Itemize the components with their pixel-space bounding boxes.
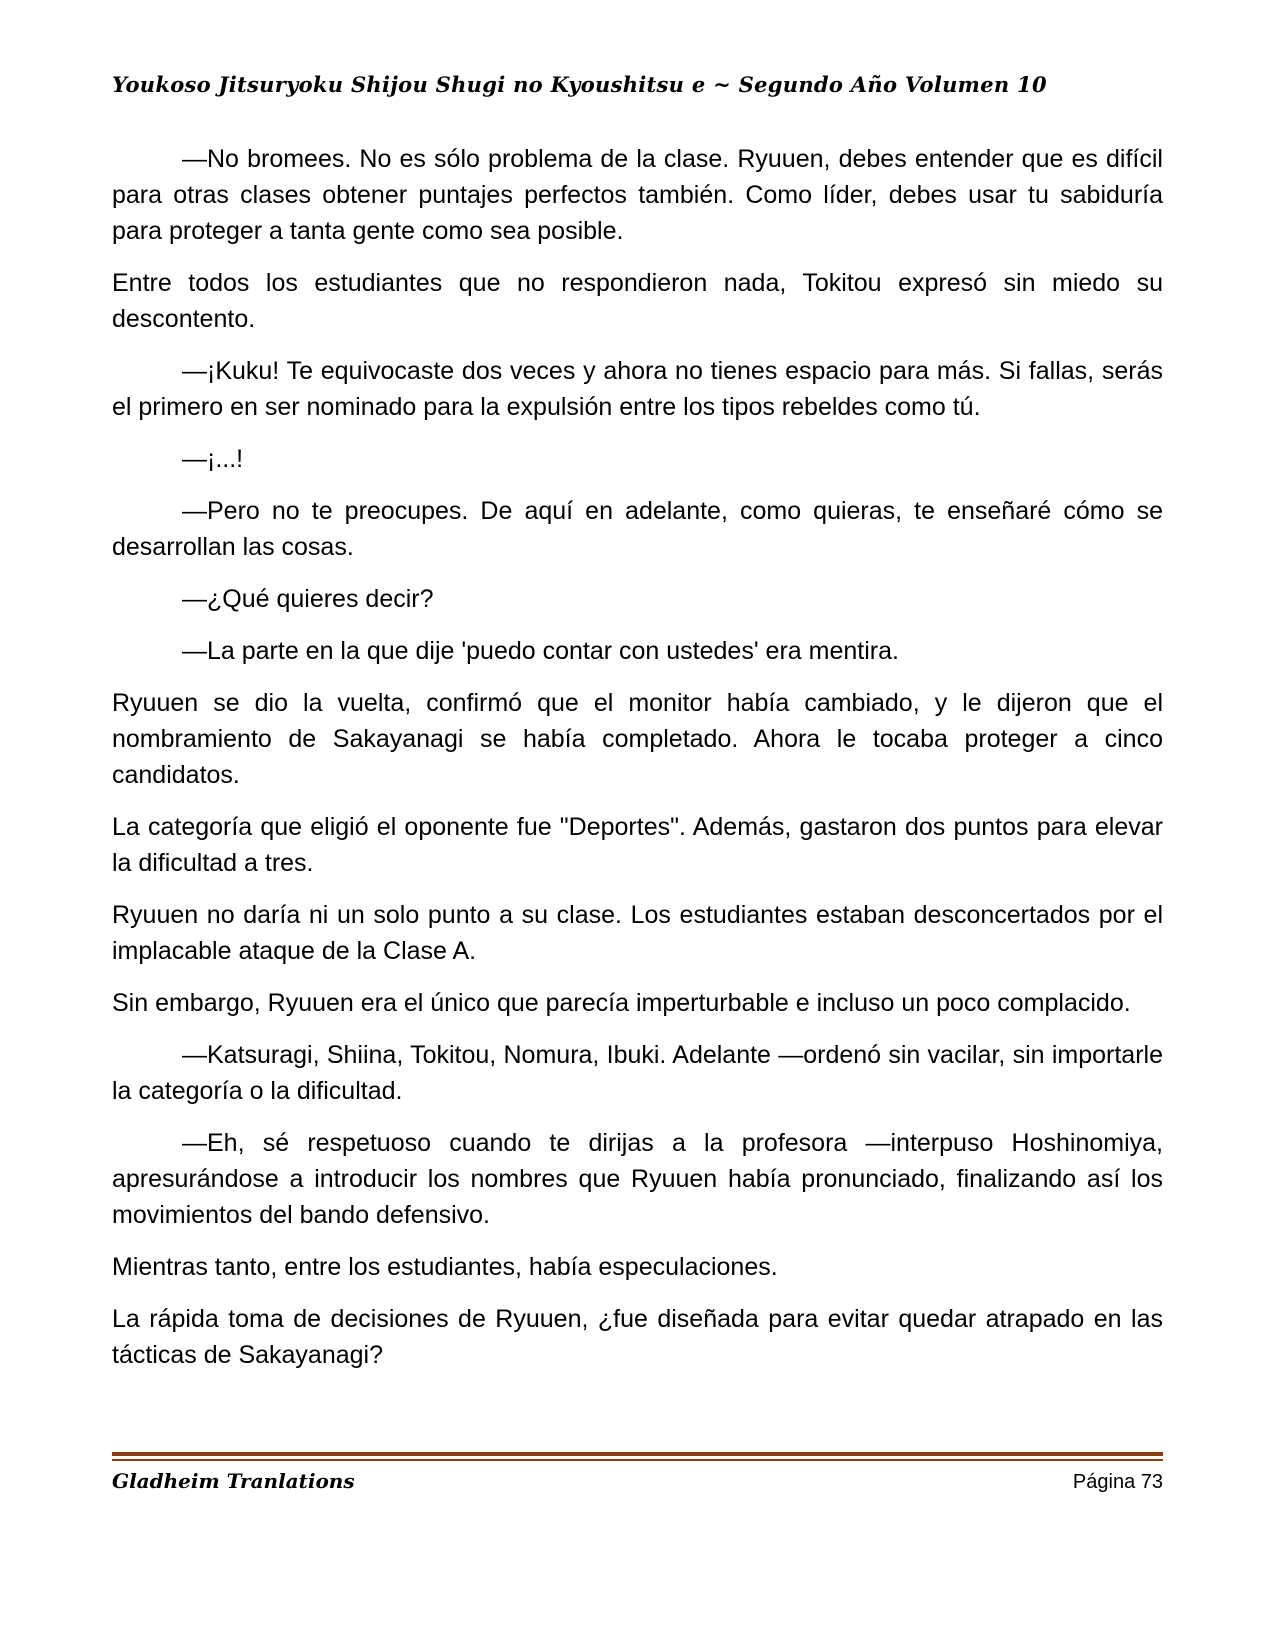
document-footer xyxy=(112,1452,1163,1494)
paragraph: Mientras tanto, entre los estudiantes, había especulaciones. xyxy=(112,1253,778,1281)
paragraph: La rápida toma de decisiones de Ryuuen, ¿fue diseñada para evitar quedar atrapado en las tácticas de Sakayanagi? xyxy=(112,1305,1163,1369)
paragraph: —La parte en la que dije 'puedo contar con ustedes' era mentira. xyxy=(182,637,899,665)
footer-translator-name: Gladheim Tranlations xyxy=(112,1469,355,1493)
paragraph: —¿Qué quieres decir? xyxy=(182,585,434,613)
paragraph: —Eh, sé respetuoso cuando te dirijas a la profesora —interpuso Hoshinomiya, apresurándose a introducir los nombres que Ryuuen había pronunciado, finalizando así los movimientos del bando defensivo. xyxy=(112,1129,1163,1229)
footer-divider xyxy=(112,1452,1163,1461)
footer-page-number: Página 73 xyxy=(1072,1471,1163,1493)
paragraph: La categoría que eligió el oponente fue "Deportes". Además, gastaron dos puntos para elevar la dificultad a tres. xyxy=(112,813,1163,877)
paragraph: —No bromees. No es sólo problema de la clase. Ryuuen, debes entender que es difícil para otras clases obtener puntajes perfectos también. Como líder, debes usar tu sabiduría para proteger a tanta gente como sea posible. xyxy=(112,145,1163,245)
paragraph: Ryuuen no daría ni un solo punto a su clase. Los estudiantes estaban desconcertados por el implacable ataque de la Clase A. xyxy=(112,901,1163,965)
paragraph: Sin embargo, Ryuuen era el único que parecía imperturbable e incluso un poco complacido. xyxy=(112,989,1131,1017)
document-header-title: Youkoso Jitsuryoku Shijou Shugi no Kyoushitsu e ~ Segundo Año Volumen 10 xyxy=(112,72,1047,97)
paragraph: Ryuuen se dio la vuelta, confirmó que el monitor había cambiado, y le dijeron que el nombramiento de Sakayanagi se había completado. Ahora le tocaba proteger a cinco candidatos. xyxy=(112,689,1163,789)
paragraph: Entre todos los estudiantes que no respondieron nada, Tokitou expresó sin miedo su descontento. xyxy=(112,269,1163,333)
footer-row xyxy=(112,1469,1163,1494)
paragraph: —Katsuragi, Shiina, Tokitou, Nomura, Ibuki. Adelante —ordenó sin vacilar, sin importarle la categoría o la dificultad. xyxy=(112,1041,1163,1105)
paragraph: —Pero no te preocupes. De aquí en adelante, como quieras, te enseñaré cómo se desarrollan las cosas. xyxy=(112,497,1163,561)
paragraph: —¡Kuku! Te equivocaste dos veces y ahora no tienes espacio para más. Si fallas, serás el primero en ser nominado para la expulsión entre los tipos rebeldes como tú. xyxy=(112,357,1163,421)
paragraph: —¡...! xyxy=(182,445,244,473)
page-content xyxy=(112,141,1163,1373)
